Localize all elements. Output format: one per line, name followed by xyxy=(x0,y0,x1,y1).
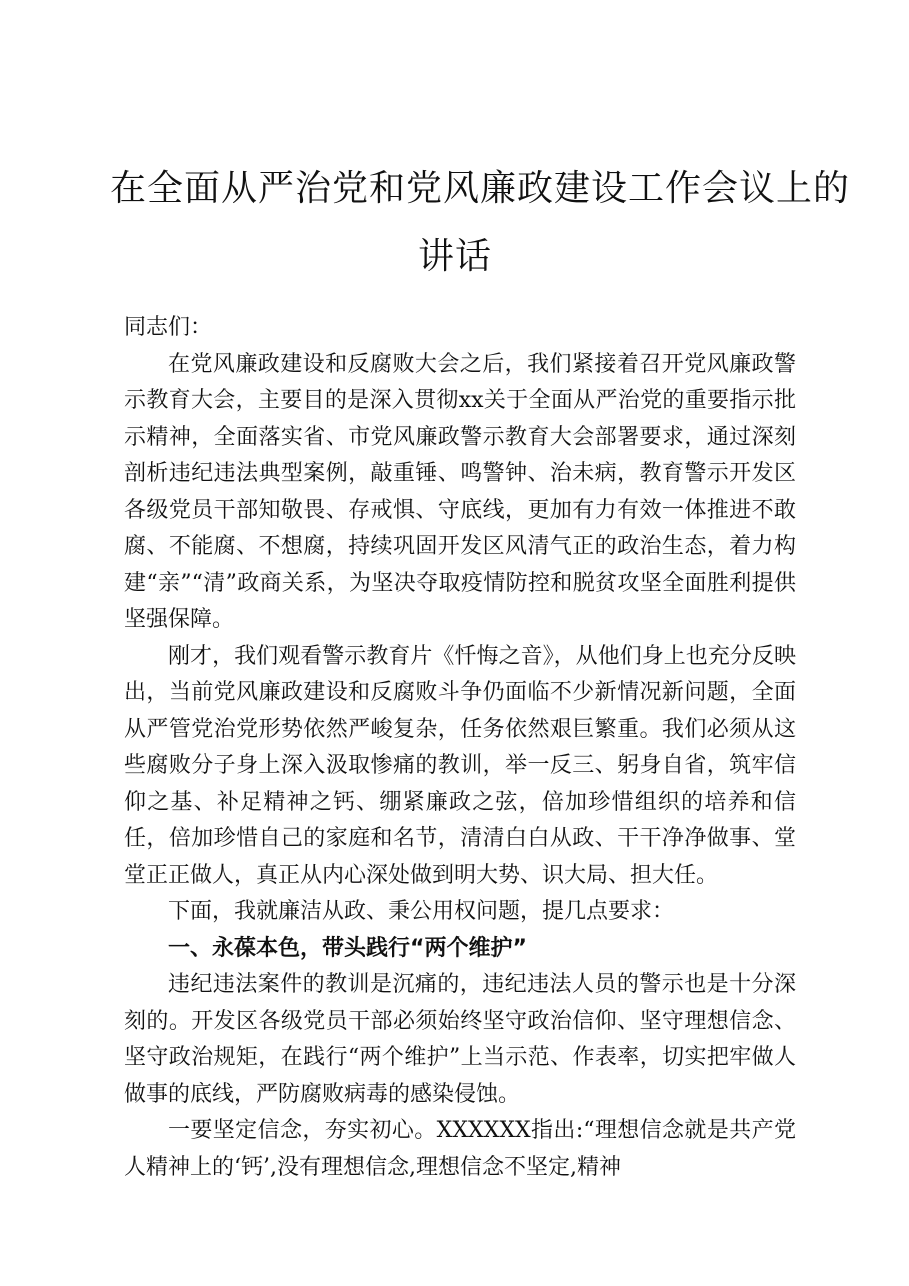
document-title-line-2: 讲话 xyxy=(417,236,492,277)
document-body xyxy=(124,310,796,1186)
paragraph-2: 刚才，我们观看警示教育片《忏悔之音》，从他们身上也充分反映出，当前党风廉政建设和反腐败斗争仍面临不少新情况新问题，全面从严管党治党形势依然严峻复杂，任务依然艰巨繁重。我们必须从这些腐败分子身上深入汲取惨痛的教训，举一反三、躬身自省，筑牢信仰之基、补足精神之钙、绷紧廉政之弦，倍加珍惜组织的培养和信任，倍加珍惜自己的家庭和名节，清清白白从政、干干净净做事、堂堂正正做人，真正从内心深处做到明大势、识大局、担大任。 xyxy=(124,643,796,888)
paragraph-1: 在党风廉政建设和反腐败大会之后，我们紧接着召开党风廉政警示教育大会，主要目的是深入贯彻xx关于全面从严治党的重要指示批示精神，全面落实省、市党风廉政警示教育大会部署要求，通过深刻剖析违纪违法典型案例，敲重锤、鸣警钟、治未病，教育警示开发区各级党员干部知敬畏、存戒惧、守底线，更加有力有效一体推进不敢腐、不能腐、不想腐，持续巩固开发区风清气正的政治生态，着力构建“亲”“清”政商关系，为坚决夺取疫情防控和脱贫攻坚全面胜利提供坚强保障。 xyxy=(124,351,796,632)
paragraph-5: 一要坚定信念，夯实初心。XXXXXX指出:“理想信念就是共产党人精神上的‘钙’,没有理想信念,理想信念不坚定,精神 xyxy=(124,1118,796,1180)
greeting: 同志们： xyxy=(124,315,213,340)
section-heading-1: 一、永葆本色，带头践行“两个维护” xyxy=(168,935,527,961)
paragraph-3: 下面，我就廉洁从政、秉公用权问题，提几点要求： xyxy=(168,899,675,924)
document-title-line-1: 在全面从严治党和党风廉政建设工作会议上的 xyxy=(110,168,851,209)
paragraph-4: 违纪违法案件的教训是沉痛的，违纪违法人员的警示也是十分深刻的。开发区各级党员干部必须始终坚守政治信仰、坚守理想信念、坚守政治规矩，在践行“两个维护”上当示范、作表率，切实把牢做人做事的底线，严防腐败病毒的感染侵蚀。 xyxy=(124,972,796,1107)
